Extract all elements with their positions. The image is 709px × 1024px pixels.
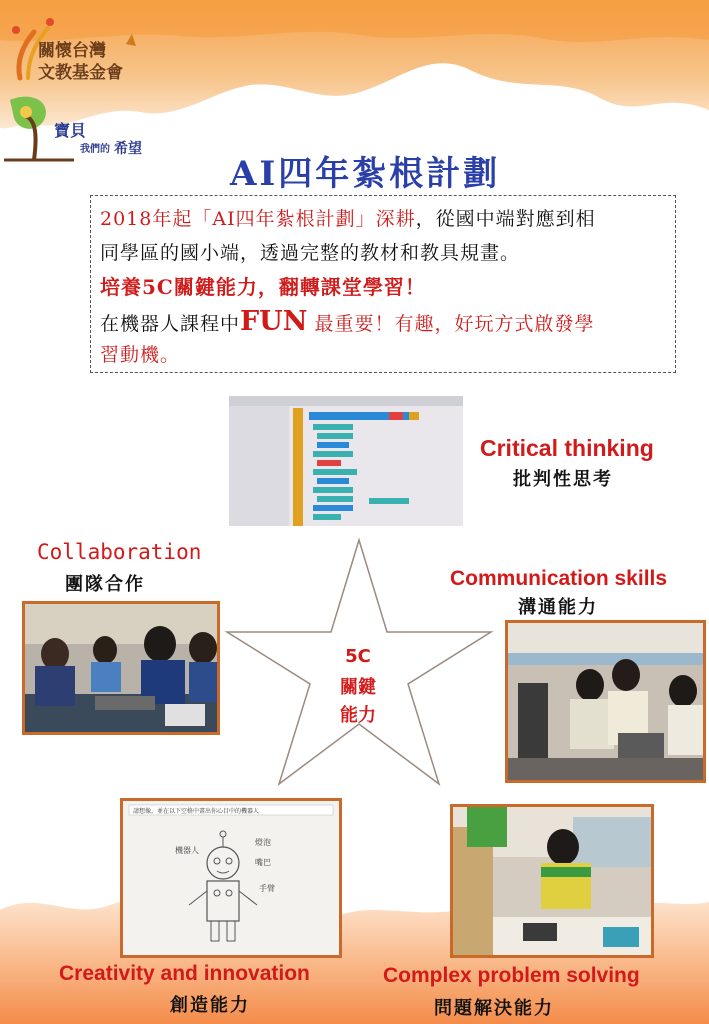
star-label-line1: 5C xyxy=(345,646,371,667)
intro-fun-word: FUN xyxy=(240,306,308,337)
drawing-note-3: 嘴巴 xyxy=(255,858,271,867)
communication-photo xyxy=(505,620,706,783)
worksheet-prompt: 請想像，並在以下空格中畫出你心目中的機器人 xyxy=(133,808,260,815)
intro-line-1 xyxy=(100,204,596,231)
critical-thinking-label-en: Critical thinking xyxy=(480,435,654,461)
foundation-name-line1: 關懷台灣 xyxy=(38,41,106,61)
intro-line-1-highlight: 2018年起「AI四年紮根計劃」深耕 xyxy=(100,208,416,230)
creativity-label-zh: 創造能力 xyxy=(170,995,250,1016)
star-label-line3: 能力 xyxy=(340,705,376,726)
critical-thinking-photo xyxy=(229,396,463,526)
drawing-note-1: 機器人 xyxy=(175,846,199,855)
complex-problem-solving-label-zh: 問題解決能力 xyxy=(434,998,554,1019)
collaboration-label-zh: 團隊合作 xyxy=(65,574,145,595)
intro-line-3: 培養5C關鍵能力，翻轉課堂學習！ xyxy=(100,275,426,299)
intro-line-5: 習動機。 xyxy=(100,344,181,366)
collaboration-photo xyxy=(22,601,220,735)
intro-line-2: 同學區的國小端，透過完整的教材和教具規畫。 xyxy=(100,242,521,264)
complex-problem-solving-photo xyxy=(450,804,654,958)
communication-label-en: Communication skills xyxy=(450,567,668,590)
intro-line-4 xyxy=(100,306,594,337)
communication-label-zh: 溝通能力 xyxy=(518,597,598,618)
creativity-photo xyxy=(120,798,342,958)
page-title: AI四年紮根計劃 xyxy=(230,154,501,194)
star-label-line2: 關鍵 xyxy=(340,677,376,698)
foundation-name-line2: 文教基金會 xyxy=(38,63,123,83)
drawing-note-2: 燈泡 xyxy=(255,838,271,847)
intro-line-4-rest: 最重要！有趣，好玩方式啟發學 xyxy=(307,313,595,335)
intro-line-1-rest: ，從國中端對應到相 xyxy=(415,208,596,230)
intro-line-4-start: 在機器人課程中 xyxy=(100,313,241,335)
creativity-label-en: Creativity and innovation xyxy=(59,962,310,985)
complex-problem-solving-label-en: Complex problem solving xyxy=(383,964,640,987)
hope-logo-end-text: 希望 xyxy=(114,141,142,157)
drawing-note-4: 手臂 xyxy=(259,884,275,893)
critical-thinking-label-zh: 批判性思考 xyxy=(513,469,613,490)
collaboration-label-en: Collaboration xyxy=(37,540,202,564)
hope-logo-sub-text: 我們的 xyxy=(80,144,110,155)
hope-logo-main-text: 寶貝 xyxy=(54,121,87,140)
